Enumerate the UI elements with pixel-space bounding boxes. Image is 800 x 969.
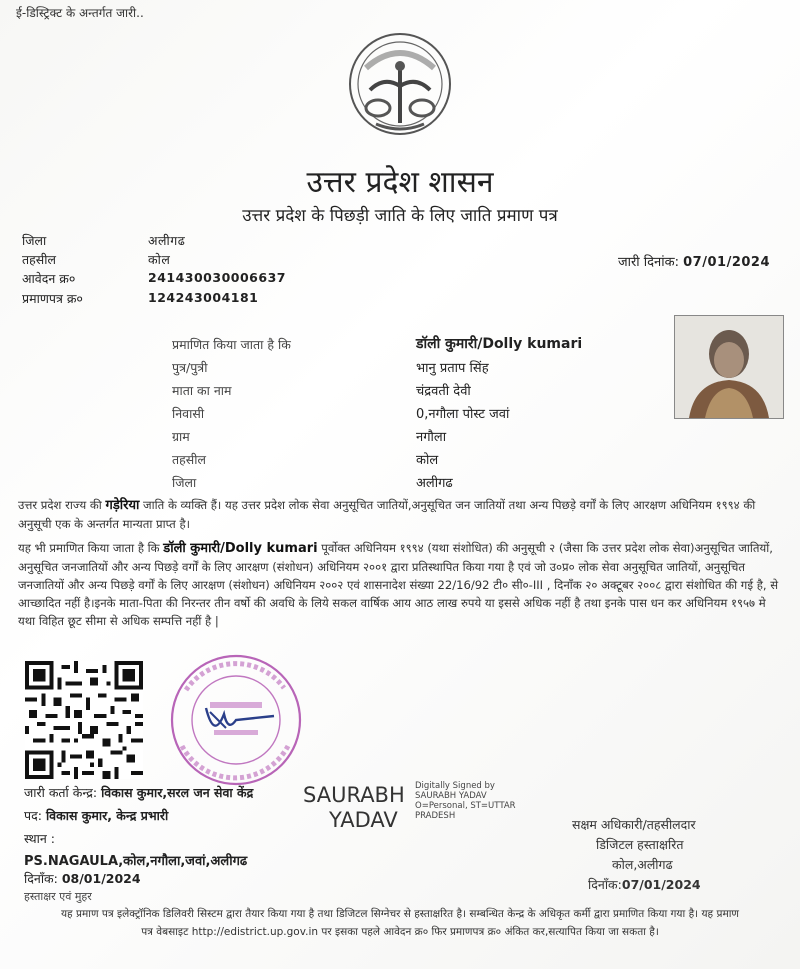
signatory-first-name: SAURABH [303,783,405,807]
post-line [24,807,168,824]
mother-value: चंद्रवती देवी [416,384,471,399]
applicant-photo [674,315,784,419]
village-label: ग्राम [172,429,190,444]
digital-signature-line-3: O=Personal, ST=UTTAR [415,801,516,811]
resident-value: 0,नगौला पोस्ट जवां [416,407,510,422]
certificate-title: उत्तर प्रदेश शासन [306,165,494,200]
detail-district-label: जिला [172,475,197,490]
post-value: विकास कुमार, केन्द्र प्रभारी [45,808,169,823]
issuing-centre-value: विकास कुमार,सरल जन सेवा केंद्र [101,785,254,800]
certificate-no-value: 124243004181 [148,290,259,305]
authority-date [588,876,701,893]
para2-applicant-name: डॉली कुमारी/Dolly kumari [163,541,318,556]
certified-label: प्रमाणित किया जाता है कि [172,337,291,352]
authority-date-label: दिनाँक: [588,877,622,892]
official-seal [166,650,306,790]
issue-date-value: 07/01/2024 [683,255,770,270]
resident-label: निवासी [172,406,205,421]
detail-district-value: अलीगढ [416,476,453,491]
para1-text-b: जाति के व्यक्ति हैं। यह उत्तर प्रदेश लोक सेवा अनुसूचित जातियों,अनुसूचित जन जातियों तथा अन्य पिछड़े वर्गों के लिए आरक्षण अधिनियम १९९४ की अनुसूची एक के अन्तर्गत मान्यता प्राप्त है। [18,498,756,531]
tehsil-value: कोल [148,252,171,267]
issuing-centre [24,784,253,801]
district-label: जिला [22,233,47,248]
sign-seal-label: हस्ताक्षर एवं मुहर [24,890,92,903]
digital-signature-line-4: PRADESH [415,811,456,821]
issuing-centre-label: जारी कर्ता केन्द्र: [24,785,102,800]
caste-statement-paragraph [18,496,784,533]
parent-label: पुत्र/पुत्री [172,360,208,375]
mother-label: माता का नाम [172,383,232,398]
certification-paragraph [18,539,784,630]
application-no-label: आवेदन क्र० [22,271,76,286]
village-value: नगौला [416,430,447,445]
certificate-no-label: प्रमाणपत्र क्र० [22,291,83,306]
detail-tehsil-label: तहसील [172,452,206,467]
para1-text-a: उत्तर प्रदेश राज्य की [18,498,106,512]
parent-value: भानु प्रताप सिंह [416,361,489,376]
digital-signature-line-2: SAURABH YADAV [415,791,487,801]
tehsil-label: तहसील [22,252,56,267]
up-state-emblem [346,28,454,140]
authority-location: कोल,अलीगढ [612,857,673,872]
edistrict-header-note: ई-डिस्ट्रिक्ट के अन्तर्गत जारी.. [16,6,144,20]
digital-signature-line-1: Digitally Signed by [415,781,495,791]
authority-title: सक्षम अधिकारी/तहसीलदार [572,817,696,832]
footer-line-1: यह प्रमाण पत्र इलेक्ट्रॉनिक डिलिवरी सिस्टम द्वारा तैयार किया गया है तथा डिजिटल सिग्नेचर से हस्ताक्षरित है। सम्बन्धित केन्द्र के अधिकृत कर्मी द्वारा प्रमाणित किया गया है। यह प्रमाण [60,908,740,920]
post-label: पद: [24,808,46,823]
caste-name: गड़ेरिया [105,498,140,513]
detail-tehsil-value: कोल [416,453,439,468]
footer-line-2: पत्र वेबसाइट http://edistrict.up.gov.in पर इसका पहले आवेदन क्र० फिर प्रमाणपत्र क्र० अंकित कर,सत्यापित किया जा सकता है। [141,926,659,938]
place-value: PS.NAGAULA,कोल,नगौला,जवां,अलीगढ [24,854,248,869]
date-line [24,870,141,887]
applicant-name: डॉली कुमारी/Dolly kumari [416,336,583,352]
qr-code[interactable] [24,661,144,779]
footer-note [0,905,800,941]
certificate-subtitle: उत्तर प्रदेश के पिछड़ी जाति के लिए जाति प्रमाण पत्र [242,206,558,226]
issue-date [618,252,770,270]
place-label: स्थान : [24,831,55,846]
para2-text-b: पूर्वोक्त अधिनियम १९९४ (यथा संशोधित) की अनुसूची २ (जैसा कि उत्तर प्रदेश लोक सेवा)अनुसूचित जातियों, अनुसूचित जनजातियों और अन्य पिछड़े वर्गों के लिए आरक्षण (संशोधन) अधिनियम २००१ द्वारा प्रतिस्थापित किया गया है एवं जो उ०प्र० लोक सेवा अनुसूचित जातियों, अनुसूचित जनजातियों और अन्य पिछड़े वर्गों के लिए आरक्षण (संशोधन) अधिनियम २००२ एवं शासनादेश संख्या 22/16/92 टी० सी०-III , दिनाँक २० अक्टूबर २००८ द्वारा संशोधित की गई है, से आच्छादित नहीं है।इनके माता-पिता की निरन्तर तीन वर्षो की अवधि के लिये सकल वार्षिक आय आठ लाख रुपये या इससे अधिक नहीं है तथा इनके पास धन कर अधिनियम १९५७ मे यथा विहित छूट सीमा से अधिक सम्पत्ति नहीं है | [18,541,779,628]
digitally-signed-label: डिजिटल हस्ताक्षरित [596,837,684,852]
issue-date-label: जारी दिनांक: [617,255,679,270]
district-value: अलीगढ [148,233,186,248]
signatory-last-name: YADAV [329,808,398,832]
para2-text-a: यह भी प्रमाणित किया जाता है कि [18,541,164,555]
authority-date-value: 07/01/2024 [621,877,701,892]
date-value: 08/01/2024 [61,871,141,886]
application-no-value: 241430030006637 [148,270,286,285]
date-label: दिनाँक: [24,871,62,886]
